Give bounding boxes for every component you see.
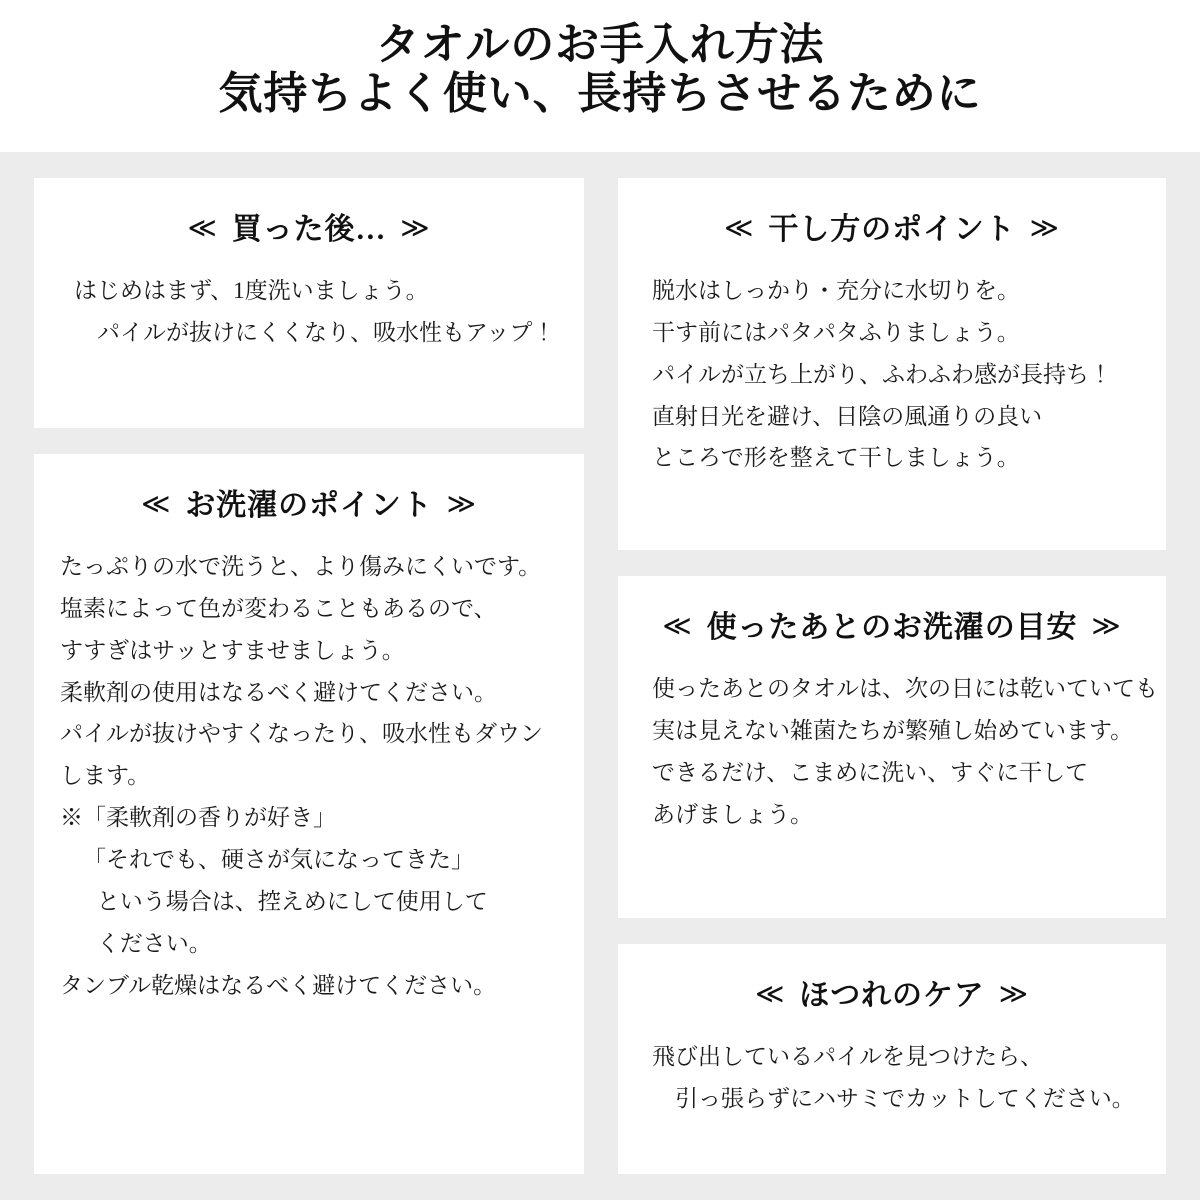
card-fray-care-title-text: ほつれのケア bbox=[799, 979, 985, 1012]
left-guillemet-icon: ≪ bbox=[187, 213, 218, 244]
text-line: 柔軟剤の使用はなるべく避けてください。 bbox=[60, 679, 497, 705]
card-washing-title bbox=[60, 480, 558, 524]
right-guillemet-icon: ≫ bbox=[998, 979, 1029, 1010]
text-line: タンブル乾燥はなるべく避けてください。 bbox=[60, 972, 497, 998]
text-line: 使ったあとのタオルは、次の日には乾いていても bbox=[652, 676, 1158, 701]
card-after-purchase-title-text: 買った後… bbox=[231, 213, 387, 246]
content-board bbox=[0, 152, 1200, 1200]
card-washing-title-text: お洗濯のポイント bbox=[185, 489, 433, 522]
card-drying-body bbox=[644, 270, 1140, 479]
page-header bbox=[0, 0, 1200, 152]
page-title-line-2: 気持ちよく使い、長持ちさせるために bbox=[218, 69, 982, 119]
card-washing-frequency-body bbox=[644, 668, 1158, 835]
card-washing bbox=[34, 454, 584, 1174]
card-washing-body bbox=[60, 546, 558, 1006]
text-line: 塩素によって色が変わることもあるので、 bbox=[60, 595, 497, 621]
card-drying-title bbox=[644, 204, 1140, 248]
text-line: 脱水はしっかり・充分に水切りを。 bbox=[652, 278, 1020, 303]
text-line: パイルが抜けやすくなったり、吸水性もダウン bbox=[60, 721, 543, 747]
text-line: 飛び出しているパイルを見つけたら、 bbox=[652, 1044, 1043, 1069]
left-guillemet-icon: ≪ bbox=[724, 213, 755, 244]
card-columns bbox=[34, 178, 1166, 1174]
card-drying bbox=[618, 178, 1166, 550]
card-drying-title-text: 干し方のポイント bbox=[768, 213, 1016, 246]
text-line: します。 bbox=[60, 763, 151, 789]
left-guillemet-icon: ≪ bbox=[662, 611, 693, 642]
text-line: ください。 bbox=[96, 930, 212, 956]
text-line: 干す前にはパタパタふりましょう。 bbox=[652, 319, 1020, 345]
card-after-purchase-body bbox=[60, 270, 558, 354]
card-fray-care-body bbox=[644, 1036, 1140, 1120]
text-line: ※「柔軟剤の香りが好き」 bbox=[60, 805, 336, 831]
text-line: ところで形を整えて干しましょう。 bbox=[652, 445, 1020, 471]
left-guillemet-icon: ≪ bbox=[141, 489, 172, 520]
right-guillemet-icon: ≫ bbox=[446, 489, 477, 520]
card-washing-frequency bbox=[618, 576, 1166, 918]
card-after-purchase bbox=[34, 178, 584, 428]
left-guillemet-icon: ≪ bbox=[755, 979, 786, 1010]
card-fray-care-title bbox=[644, 970, 1140, 1014]
text-line: 引っ張らずにハサミでカットしてください。 bbox=[675, 1085, 1135, 1111]
text-line: 実は見えない雑菌たちが繁殖し始めています。 bbox=[652, 717, 1134, 743]
card-washing-frequency-title-text: 使ったあとのお洗濯の目安 bbox=[706, 611, 1078, 644]
right-column bbox=[618, 178, 1166, 1174]
right-guillemet-icon: ≫ bbox=[1029, 213, 1060, 244]
text-line: できるだけ、こまめに洗い、すぐに干して bbox=[652, 759, 1089, 785]
text-line: あげましょう。 bbox=[652, 801, 813, 827]
text-line: パイルが抜けにくくなり、吸水性もアップ！ bbox=[97, 319, 556, 345]
right-guillemet-icon: ≫ bbox=[400, 213, 431, 244]
text-line: すすぎはサッとすませましょう。 bbox=[60, 637, 405, 663]
text-line: たっぷりの水で洗うと、より傷みにくいです。 bbox=[60, 554, 542, 579]
right-guillemet-icon: ≫ bbox=[1091, 611, 1122, 642]
text-line: という場合は、控えめにして使用して bbox=[96, 888, 488, 914]
text-line: パイルが立ち上がり、ふわふわ感が長持ち！ bbox=[652, 361, 1112, 387]
text-line: はじめはまず、1度洗いましょう。 bbox=[74, 278, 429, 303]
card-fray-care bbox=[618, 944, 1166, 1174]
text-line: 「それでも、硬さが気になってきた」 bbox=[83, 847, 474, 873]
card-washing-frequency-title bbox=[644, 602, 1140, 646]
text-line: 直射日光を避け、日陰の風通りの良い bbox=[652, 403, 1043, 429]
card-after-purchase-title bbox=[60, 204, 558, 248]
left-column bbox=[34, 178, 584, 1174]
page-title-line-1: タオルのお手入れ方法 bbox=[375, 20, 825, 69]
